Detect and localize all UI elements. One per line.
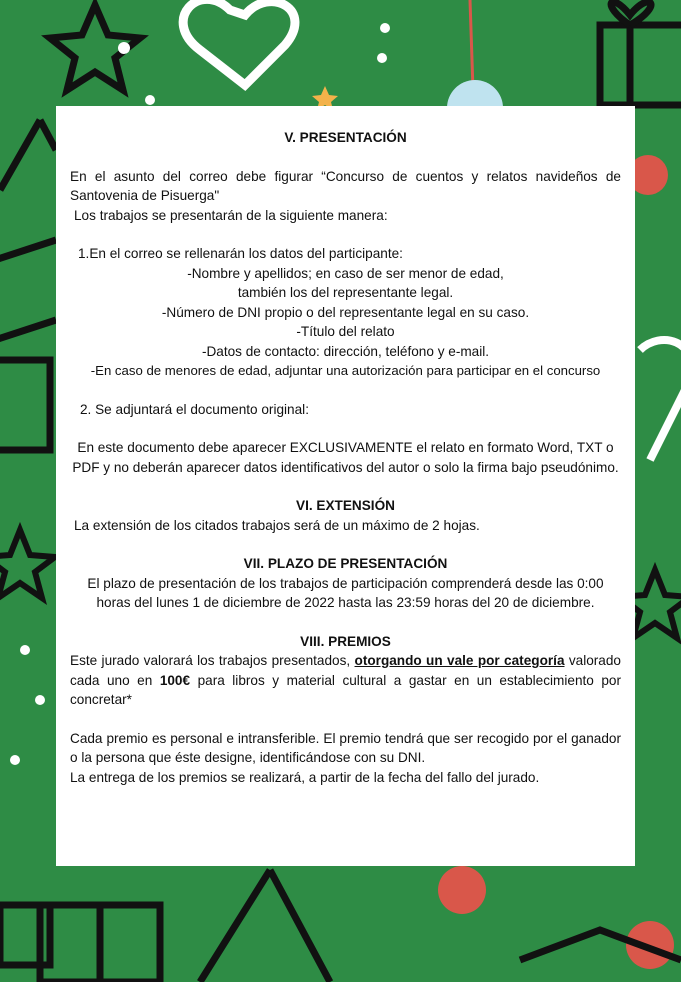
list-item-1: 1.En el correo se rellenarán los datos del participante:: [78, 246, 403, 261]
heading-plazo: VII. PLAZO DE PRESENTACIÓN: [243, 556, 448, 571]
ornament-icon: [438, 866, 486, 914]
paragraph-premio-personal: Cada premio es personal e intransferible. El premio tendrá que ser recogido por el ganador o la persona que éste designe, identificándose con su DNI.: [70, 730, 621, 765]
list-item-2: 2. Se adjuntará el documento original:: [80, 401, 309, 417]
sub-item: -Número de DNI propio o del representante legal en su caso.: [161, 304, 530, 320]
sub-item: -Datos de contacto: dirección, teléfono y e-mail.: [201, 343, 490, 359]
paragraph-trabajos: Los trabajos se presentarán de la siguiente manera:: [74, 207, 388, 223]
highlight-vale: otorgando un vale por categoría: [354, 653, 565, 668]
rules-page: [56, 106, 635, 866]
sub-item: también los del representante legal.: [237, 285, 454, 300]
sub-item: -Título del relato: [296, 324, 395, 339]
heading-presentacion: V. PRESENTACIÓN: [284, 130, 407, 145]
sub-item: -Nombre y apellidos; en caso de ser menor de edad,: [187, 265, 504, 281]
paragraph-extension: La extensión de los citados trabajos será de un máximo de 2 hojas.: [74, 517, 480, 533]
sub-item: -En caso de menores de edad, adjuntar una autorización para participar en el concurso: [90, 363, 601, 378]
paragraph-premios: Este jurado valorará los trabajos presentados, otorgando un vale por categoría valorado cada uno en 100€ para libros y material cultural a gastar en un establecimiento por concretar*: [70, 653, 622, 707]
paragraph-entrega: La entrega de los premios se realizará, a partir de la fecha del fallo del jurado.: [70, 769, 540, 785]
heading-extension: VI. EXTENSIÓN: [296, 498, 395, 513]
paragraph-plazo: El plazo de presentación de los trabajos de participación comprenderá desde las 0:00 horas del lunes 1 de diciembre de 2022 hasta las 23:59 horas del 20 de diciembre.: [87, 575, 604, 610]
highlight-amount: 100€: [159, 672, 191, 688]
paragraph-documento: En este documento debe aparecer EXCLUSIVAMENTE el relato en formato Word, TXT o PDF y no deberán aparecer datos identificativos del autor o solo la firma bajo pseudónimo.: [72, 440, 619, 475]
paragraph-asunto: En el asunto del correo debe figurar “Concurso de cuentos y relatos navideños de Santovenia de Pisuerga": [70, 168, 621, 203]
heading-premios: VIII. PREMIOS: [300, 633, 391, 649]
